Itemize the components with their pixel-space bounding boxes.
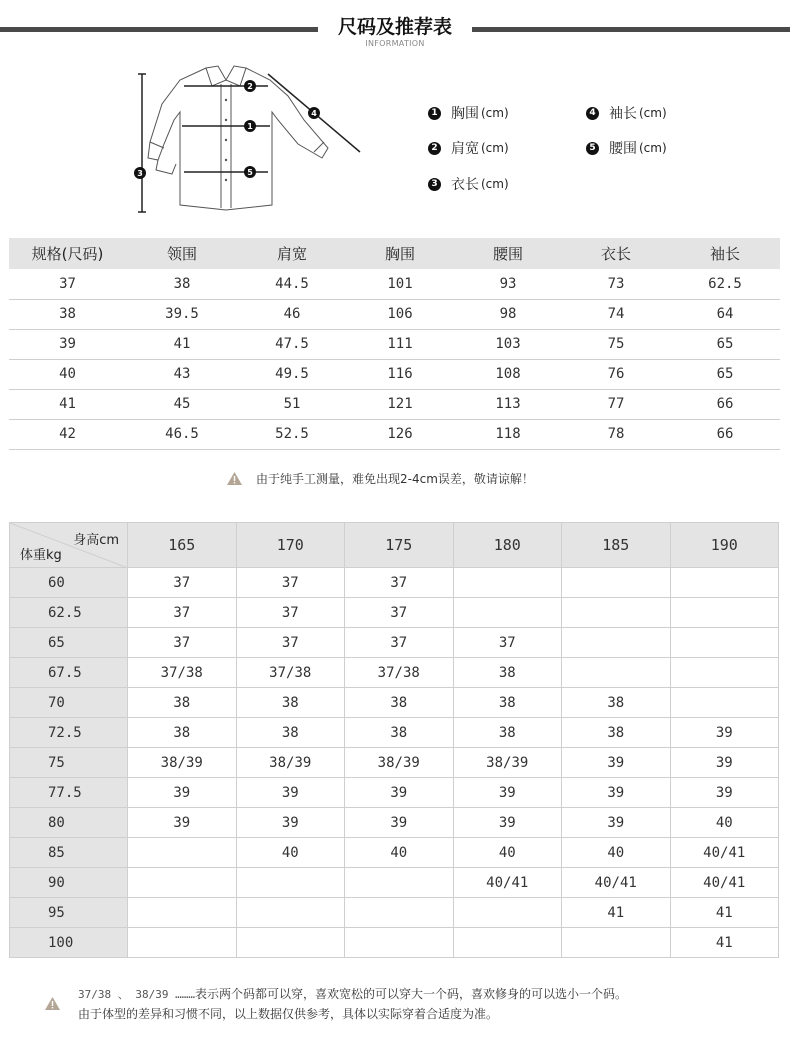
size-cell: 40/41: [670, 868, 779, 898]
corner-cell: [10, 523, 128, 568]
size-cell: 37: [128, 568, 237, 598]
size-cell: 38/39: [128, 748, 237, 778]
legend-unit: (cm): [481, 106, 509, 120]
table-cell: 108: [454, 359, 562, 389]
note-line-1: [78, 985, 627, 1002]
height-185: 185: [562, 523, 671, 568]
table-row: [10, 598, 779, 628]
size-cell: [670, 688, 779, 718]
size-cell: 39: [236, 778, 345, 808]
table-row: [10, 778, 779, 808]
table-row: [10, 718, 779, 748]
table-cell: 41: [9, 389, 126, 419]
page-title: 尺码及推荐表: [337, 16, 452, 38]
marker-3-label: 3: [137, 169, 143, 178]
header-collar: 领围: [126, 238, 238, 269]
marker-5-label: 5: [247, 168, 253, 177]
size-cell: 37/38: [236, 658, 345, 688]
legend-label: 衣长: [451, 177, 479, 193]
header-sleeve: 袖长: [670, 238, 780, 269]
header-waist: 腰围: [454, 238, 562, 269]
legend-item-chest: [428, 103, 509, 123]
size-cell: [453, 598, 562, 628]
size-cell: [670, 598, 779, 628]
table-cell: 77: [562, 389, 670, 419]
size-cell: [345, 928, 454, 958]
size-table-header: [9, 238, 780, 269]
weight-cell: 72.5: [10, 718, 128, 748]
size-cell: 38: [236, 718, 345, 748]
legend-unit: (cm): [639, 141, 667, 155]
size-cell: 37: [236, 628, 345, 658]
size-cell: 39: [128, 808, 237, 838]
note-line-1-text: 表示两个码都可以穿，喜欢宽松的可以穿大一个码，喜欢修身的可以选小一个码。: [194, 987, 627, 1001]
table-cell: 51: [238, 389, 346, 419]
size-cell: 40: [562, 838, 671, 868]
weight-cell: 65: [10, 628, 128, 658]
table-row: [9, 419, 780, 449]
height-190: 190: [670, 523, 779, 568]
weight-cell: 80: [10, 808, 128, 838]
measurement-note: [226, 468, 606, 488]
weight-cell: 62.5: [10, 598, 128, 628]
table-row: [10, 928, 779, 958]
header-chest: 胸围: [346, 238, 454, 269]
size-cell: 37: [236, 598, 345, 628]
numbered-circle-icon: 4: [586, 107, 599, 120]
size-cell: [236, 868, 345, 898]
table-cell: 38: [9, 299, 126, 329]
table-cell: 111: [346, 329, 454, 359]
table-cell: 47.5: [238, 329, 346, 359]
weight-cell: 100: [10, 928, 128, 958]
table-cell: 66: [670, 419, 780, 449]
size-cell: 40: [236, 838, 345, 868]
weight-cell: 90: [10, 868, 128, 898]
size-cell: 38: [453, 688, 562, 718]
legend-item-sleeve: [586, 103, 667, 123]
size-cell: 39: [670, 718, 779, 748]
note-size-codes: 37/38 、 38/39 ………: [78, 988, 195, 1001]
height-165: 165: [128, 523, 237, 568]
size-cell: 39: [562, 808, 671, 838]
table-cell: 65: [670, 359, 780, 389]
table-row: [10, 748, 779, 778]
size-cell: 38/39: [236, 748, 345, 778]
size-cell: 40: [345, 838, 454, 868]
size-cell: 40/41: [562, 868, 671, 898]
table-row: [10, 628, 779, 658]
header-size: 规格(尺码): [9, 238, 126, 269]
table-cell: 78: [562, 419, 670, 449]
size-cell: [128, 868, 237, 898]
height-180: 180: [453, 523, 562, 568]
table-row: [10, 898, 779, 928]
size-cell: 41: [670, 898, 779, 928]
size-cell: 40/41: [453, 868, 562, 898]
size-cell: 39: [670, 778, 779, 808]
size-cell: 38/39: [345, 748, 454, 778]
size-cell: [453, 568, 562, 598]
weight-cell: 75: [10, 748, 128, 778]
table-cell: 126: [346, 419, 454, 449]
size-cell: 39: [562, 748, 671, 778]
size-cell: 39: [453, 778, 562, 808]
height-170: 170: [236, 523, 345, 568]
legend-label: 腰围: [609, 141, 637, 157]
size-cell: [345, 898, 454, 928]
size-cell: 38/39: [453, 748, 562, 778]
size-cell: 38: [562, 688, 671, 718]
size-cell: 41: [670, 928, 779, 958]
size-cell: 38: [128, 718, 237, 748]
size-cell: [128, 838, 237, 868]
size-cell: 40/41: [670, 838, 779, 868]
size-cell: [670, 628, 779, 658]
size-cell: 37/38: [128, 658, 237, 688]
size-cell: [128, 898, 237, 928]
legend-unit: (cm): [481, 177, 509, 191]
measurement-legend: [424, 100, 764, 200]
table-cell: 121: [346, 389, 454, 419]
size-cell: 37: [236, 568, 345, 598]
size-cell: 38: [128, 688, 237, 718]
size-cell: [670, 568, 779, 598]
numbered-circle-icon: 1: [428, 107, 441, 120]
size-cell: 38: [453, 658, 562, 688]
table-cell: 44.5: [238, 269, 346, 299]
weight-cell: 60: [10, 568, 128, 598]
table-cell: 106: [346, 299, 454, 329]
size-cell: [562, 928, 671, 958]
recommendation-table: [9, 522, 779, 958]
table-cell: 49.5: [238, 359, 346, 389]
size-cell: [562, 568, 671, 598]
legend-label: 袖长: [609, 106, 637, 122]
weight-cell: 85: [10, 838, 128, 868]
table-cell: 62.5: [670, 269, 780, 299]
marker-1-label: 1: [247, 122, 253, 131]
numbered-circle-icon: 3: [428, 178, 441, 191]
size-cell: [562, 658, 671, 688]
recommendation-header: [10, 523, 779, 568]
size-cell: 37: [128, 628, 237, 658]
table-row: [9, 299, 780, 329]
header-bar-right: [472, 27, 790, 32]
marker-4-label: 4: [311, 109, 317, 118]
table-cell: 65: [670, 329, 780, 359]
table-row: [9, 359, 780, 389]
weight-axis-label: 体重kg: [20, 548, 62, 563]
table-cell: 101: [346, 269, 454, 299]
table-cell: 43: [126, 359, 238, 389]
table-row: [10, 568, 779, 598]
height-175: 175: [345, 523, 454, 568]
size-table-body: [9, 269, 780, 449]
legend-item-waist: [586, 138, 667, 158]
legend-item-length: [428, 174, 509, 194]
size-cell: 38: [453, 718, 562, 748]
size-cell: 37: [453, 628, 562, 658]
legend-item-shoulder: [428, 138, 509, 158]
table-row: [10, 838, 779, 868]
size-cell: 38: [345, 688, 454, 718]
table-cell: 113: [454, 389, 562, 419]
numbered-circle-icon: 5: [586, 142, 599, 155]
size-cell: 37: [345, 598, 454, 628]
size-cell: [670, 658, 779, 688]
size-cell: [345, 868, 454, 898]
weight-cell: 67.5: [10, 658, 128, 688]
table-cell: 76: [562, 359, 670, 389]
numbered-circle-icon: 2: [428, 142, 441, 155]
size-table: [9, 238, 780, 450]
legend-label: 肩宽: [451, 141, 479, 157]
size-cell: 37: [128, 598, 237, 628]
table-cell: 38: [126, 269, 238, 299]
table-cell: 45: [126, 389, 238, 419]
table-cell: 46.5: [126, 419, 238, 449]
table-cell: 93: [454, 269, 562, 299]
note-line-2: 由于体型的差异和习惯不同，以上数据仅供参考，具体以实际穿着合适度为准。: [78, 1007, 499, 1021]
table-cell: 66: [670, 389, 780, 419]
size-cell: 37: [345, 628, 454, 658]
size-cell: 40: [670, 808, 779, 838]
size-cell: 38: [236, 688, 345, 718]
table-cell: 103: [454, 329, 562, 359]
size-cell: 39: [236, 808, 345, 838]
size-cell: 40: [453, 838, 562, 868]
table-cell: 39: [9, 329, 126, 359]
size-cell: 38: [562, 718, 671, 748]
table-cell: 37: [9, 269, 126, 299]
weight-cell: 70: [10, 688, 128, 718]
weight-cell: 77.5: [10, 778, 128, 808]
size-cell: [128, 928, 237, 958]
table-row: [9, 269, 780, 299]
table-cell: 73: [562, 269, 670, 299]
table-cell: 46: [238, 299, 346, 329]
table-row: [10, 658, 779, 688]
marker-2-label: 2: [247, 82, 253, 91]
page-subtitle: INFORMATION: [365, 39, 425, 48]
table-cell: 40: [9, 359, 126, 389]
weight-cell: 95: [10, 898, 128, 928]
table-row: [10, 808, 779, 838]
table-cell: 64: [670, 299, 780, 329]
header-length: 衣长: [562, 238, 670, 269]
size-cell: [562, 628, 671, 658]
size-cell: 39: [345, 808, 454, 838]
size-cell: 38: [345, 718, 454, 748]
size-cell: 37: [345, 568, 454, 598]
table-cell: 118: [454, 419, 562, 449]
size-guidance-note: [44, 983, 784, 1027]
height-axis-label: 身高cm: [73, 533, 119, 548]
table-cell: 98: [454, 299, 562, 329]
table-cell: 41: [126, 329, 238, 359]
size-cell: 41: [562, 898, 671, 928]
table-row: [10, 868, 779, 898]
size-cell: [562, 598, 671, 628]
table-cell: 74: [562, 299, 670, 329]
table-cell: 75: [562, 329, 670, 359]
size-cell: 37/38: [345, 658, 454, 688]
table-row: [10, 688, 779, 718]
table-cell: 42: [9, 419, 126, 449]
size-cell: [453, 928, 562, 958]
legend-unit: (cm): [481, 141, 509, 155]
size-cell: [453, 898, 562, 928]
size-cell: [236, 898, 345, 928]
size-cell: 39: [128, 778, 237, 808]
page-header: [0, 0, 790, 52]
size-cell: 39: [670, 748, 779, 778]
size-cell: 39: [345, 778, 454, 808]
table-row: [9, 329, 780, 359]
table-cell: 39.5: [126, 299, 238, 329]
recommendation-body: [10, 568, 779, 958]
legend-label: 胸围: [451, 106, 479, 122]
table-cell: 116: [346, 359, 454, 389]
warning-triangle-icon: [226, 471, 243, 486]
header-shoulder: 肩宽: [238, 238, 346, 269]
warning-triangle-icon: [44, 996, 61, 1011]
header-bar-left: [0, 27, 318, 32]
shirt-measurement-diagram: [128, 60, 368, 222]
table-cell: 52.5: [238, 419, 346, 449]
size-cell: [236, 928, 345, 958]
size-cell: 39: [562, 778, 671, 808]
legend-unit: (cm): [639, 106, 667, 120]
size-cell: 39: [453, 808, 562, 838]
note-text: 由于纯手工测量，难免出现2-4cm误差，敬请谅解！: [256, 471, 534, 486]
table-row: [9, 389, 780, 419]
